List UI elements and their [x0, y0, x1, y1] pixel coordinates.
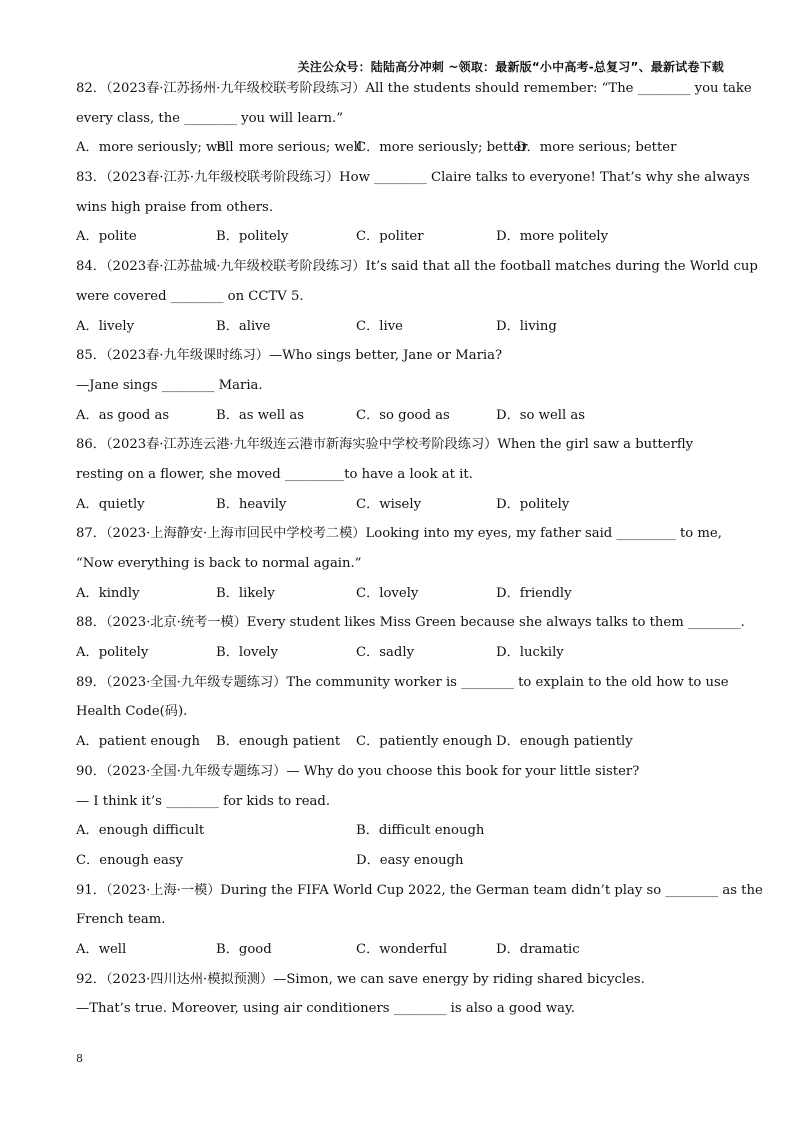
question-85	[76, 341, 724, 430]
option-d[interactable]: D．luckily	[496, 645, 564, 661]
question-90	[76, 757, 724, 876]
answer-options-row-1	[76, 816, 724, 846]
option-c[interactable]: C．patiently enough	[356, 734, 493, 750]
option-d[interactable]: D．easy enough	[356, 852, 464, 868]
page-header: 关注公众号：陆陆高分冲刺 ~领取：最新版“小中高考-总复习”、最新试卷下载	[297, 60, 724, 74]
option-a[interactable]: A．enough difficult	[76, 823, 205, 839]
answer-options	[76, 222, 724, 252]
question-86	[76, 430, 724, 519]
answer-options-row-2	[76, 846, 724, 876]
question-text: were covered ________ on CCTV 5.	[76, 288, 304, 304]
option-a[interactable]: A．patient enough	[76, 734, 200, 750]
question-text: wins high praise from others.	[76, 199, 274, 215]
answer-options	[76, 133, 724, 163]
option-b[interactable]: B．politely	[216, 229, 289, 245]
question-91	[76, 876, 763, 965]
option-a[interactable]: A．kindly	[76, 585, 140, 601]
question-text: every class, the ________ you will learn.”	[76, 110, 343, 126]
question-88	[76, 608, 745, 667]
answer-options	[76, 935, 724, 965]
question-text: 87．（2023·上海静安·上海市回民中学校考二模）Looking into my eyes, my father said _________ to me,	[76, 526, 722, 542]
question-text: 82．（2023春·江苏扬州·九年级校联考阶段练习）All the students should remember: “The ________ you take	[76, 81, 752, 96]
question-text: “Now everything is back to normal again.”	[76, 556, 362, 571]
option-d[interactable]: D．friendly	[496, 585, 572, 601]
option-d[interactable]: D．politely	[496, 496, 570, 512]
page-number: 8	[76, 1052, 83, 1065]
question-text: 91．（2023·上海·一模）During the FIFA World Cup 2022, the German team didn’t play so ________ as the	[76, 882, 763, 898]
option-b[interactable]: B．likely	[216, 585, 275, 601]
option-d[interactable]: D．more politely	[496, 229, 609, 245]
option-c[interactable]: C．so good as	[356, 407, 450, 423]
answer-options	[76, 312, 724, 342]
answer-options	[76, 727, 724, 757]
question-text: —That’s true. Moreover, using air conditioners ________ is also a good way.	[76, 1001, 575, 1017]
option-a[interactable]: A．lively	[76, 318, 135, 334]
answer-options	[76, 490, 724, 520]
question-text: 92．（2023·四川达州·模拟预测）—Simon, we can save energy by riding shared bicycles.	[76, 971, 645, 987]
option-c[interactable]: C．wisely	[356, 496, 422, 512]
option-d[interactable]: D．living	[496, 318, 557, 334]
question-text: 85．（2023春·九年级课时练习）—Who sings better, Jane or Maria?	[76, 348, 503, 364]
option-c[interactable]: C．politer	[356, 229, 424, 245]
question-text: 89．（2023·全国·九年级专题练习）The community worker is ________ to explain to the old how to use	[76, 674, 729, 690]
option-d[interactable]: D．dramatic	[496, 941, 580, 957]
question-text: resting on a flower, she moved _________to have a look at it.	[76, 466, 473, 482]
question-text: French team.	[76, 912, 166, 928]
option-a[interactable]: A．more seriously; well	[76, 140, 234, 156]
answer-options	[76, 579, 724, 609]
option-c[interactable]: C．more seriously; better	[356, 140, 528, 156]
option-b[interactable]: B．alive	[216, 318, 271, 334]
question-text: 90．（2023·全国·九年级专题练习）— Why do you choose this book for your little sister?	[76, 763, 640, 779]
option-c[interactable]: C．wonderful	[356, 941, 448, 957]
option-d[interactable]: D．more serious; better	[516, 140, 677, 156]
option-b[interactable]: B．good	[216, 941, 272, 957]
option-b[interactable]: B．heavily	[216, 496, 287, 512]
question-text: 83．（2023春·江苏·九年级校联考阶段练习）How ________ Claire talks to everyone! That’s why she always	[76, 170, 750, 186]
question-text: 86．（2023春·江苏连云港·九年级连云港市新海实验中学校考阶段练习）When the girl saw a butterfly	[76, 437, 694, 453]
answer-options	[76, 401, 724, 431]
option-b[interactable]: B．enough patient	[216, 734, 341, 750]
answer-options	[76, 638, 724, 668]
option-b[interactable]: B．lovely	[216, 645, 278, 661]
question-text: — I think it’s ________ for kids to read.	[76, 793, 331, 809]
question-text: —Jane sings ________ Maria.	[76, 377, 263, 393]
option-c[interactable]: C．lovely	[356, 585, 419, 601]
option-c[interactable]: C．enough easy	[76, 852, 184, 868]
option-a[interactable]: A．as good as	[76, 407, 170, 423]
question-list	[76, 74, 763, 1024]
option-a[interactable]: A．quietly	[76, 496, 145, 512]
question-89	[76, 668, 729, 757]
question-92	[76, 965, 724, 1024]
question-82	[76, 74, 752, 163]
option-c[interactable]: C．sadly	[356, 645, 415, 661]
option-d[interactable]: D．enough patiently	[496, 734, 633, 750]
question-87	[76, 519, 724, 608]
option-a[interactable]: A．politely	[76, 645, 149, 661]
question-83	[76, 163, 750, 252]
question-text: 88．（2023·北京·统考一模）Every student likes Miss Green because she always talks to them ________.	[76, 615, 745, 631]
option-c[interactable]: C．live	[356, 318, 403, 334]
option-a[interactable]: A．polite	[76, 229, 137, 245]
question-84	[76, 252, 758, 341]
option-a[interactable]: A．well	[76, 941, 127, 957]
option-d[interactable]: D．so well as	[496, 407, 586, 423]
question-text: Health Code(码).	[76, 704, 188, 720]
option-b[interactable]: B．as well as	[216, 407, 305, 423]
option-b[interactable]: B．difficult enough	[356, 823, 485, 839]
option-b[interactable]: B．more serious; well	[216, 140, 363, 156]
question-text: 84．（2023春·江苏盐城·九年级校联考阶段练习）It’s said that all the football matches during the World cup	[76, 259, 758, 275]
